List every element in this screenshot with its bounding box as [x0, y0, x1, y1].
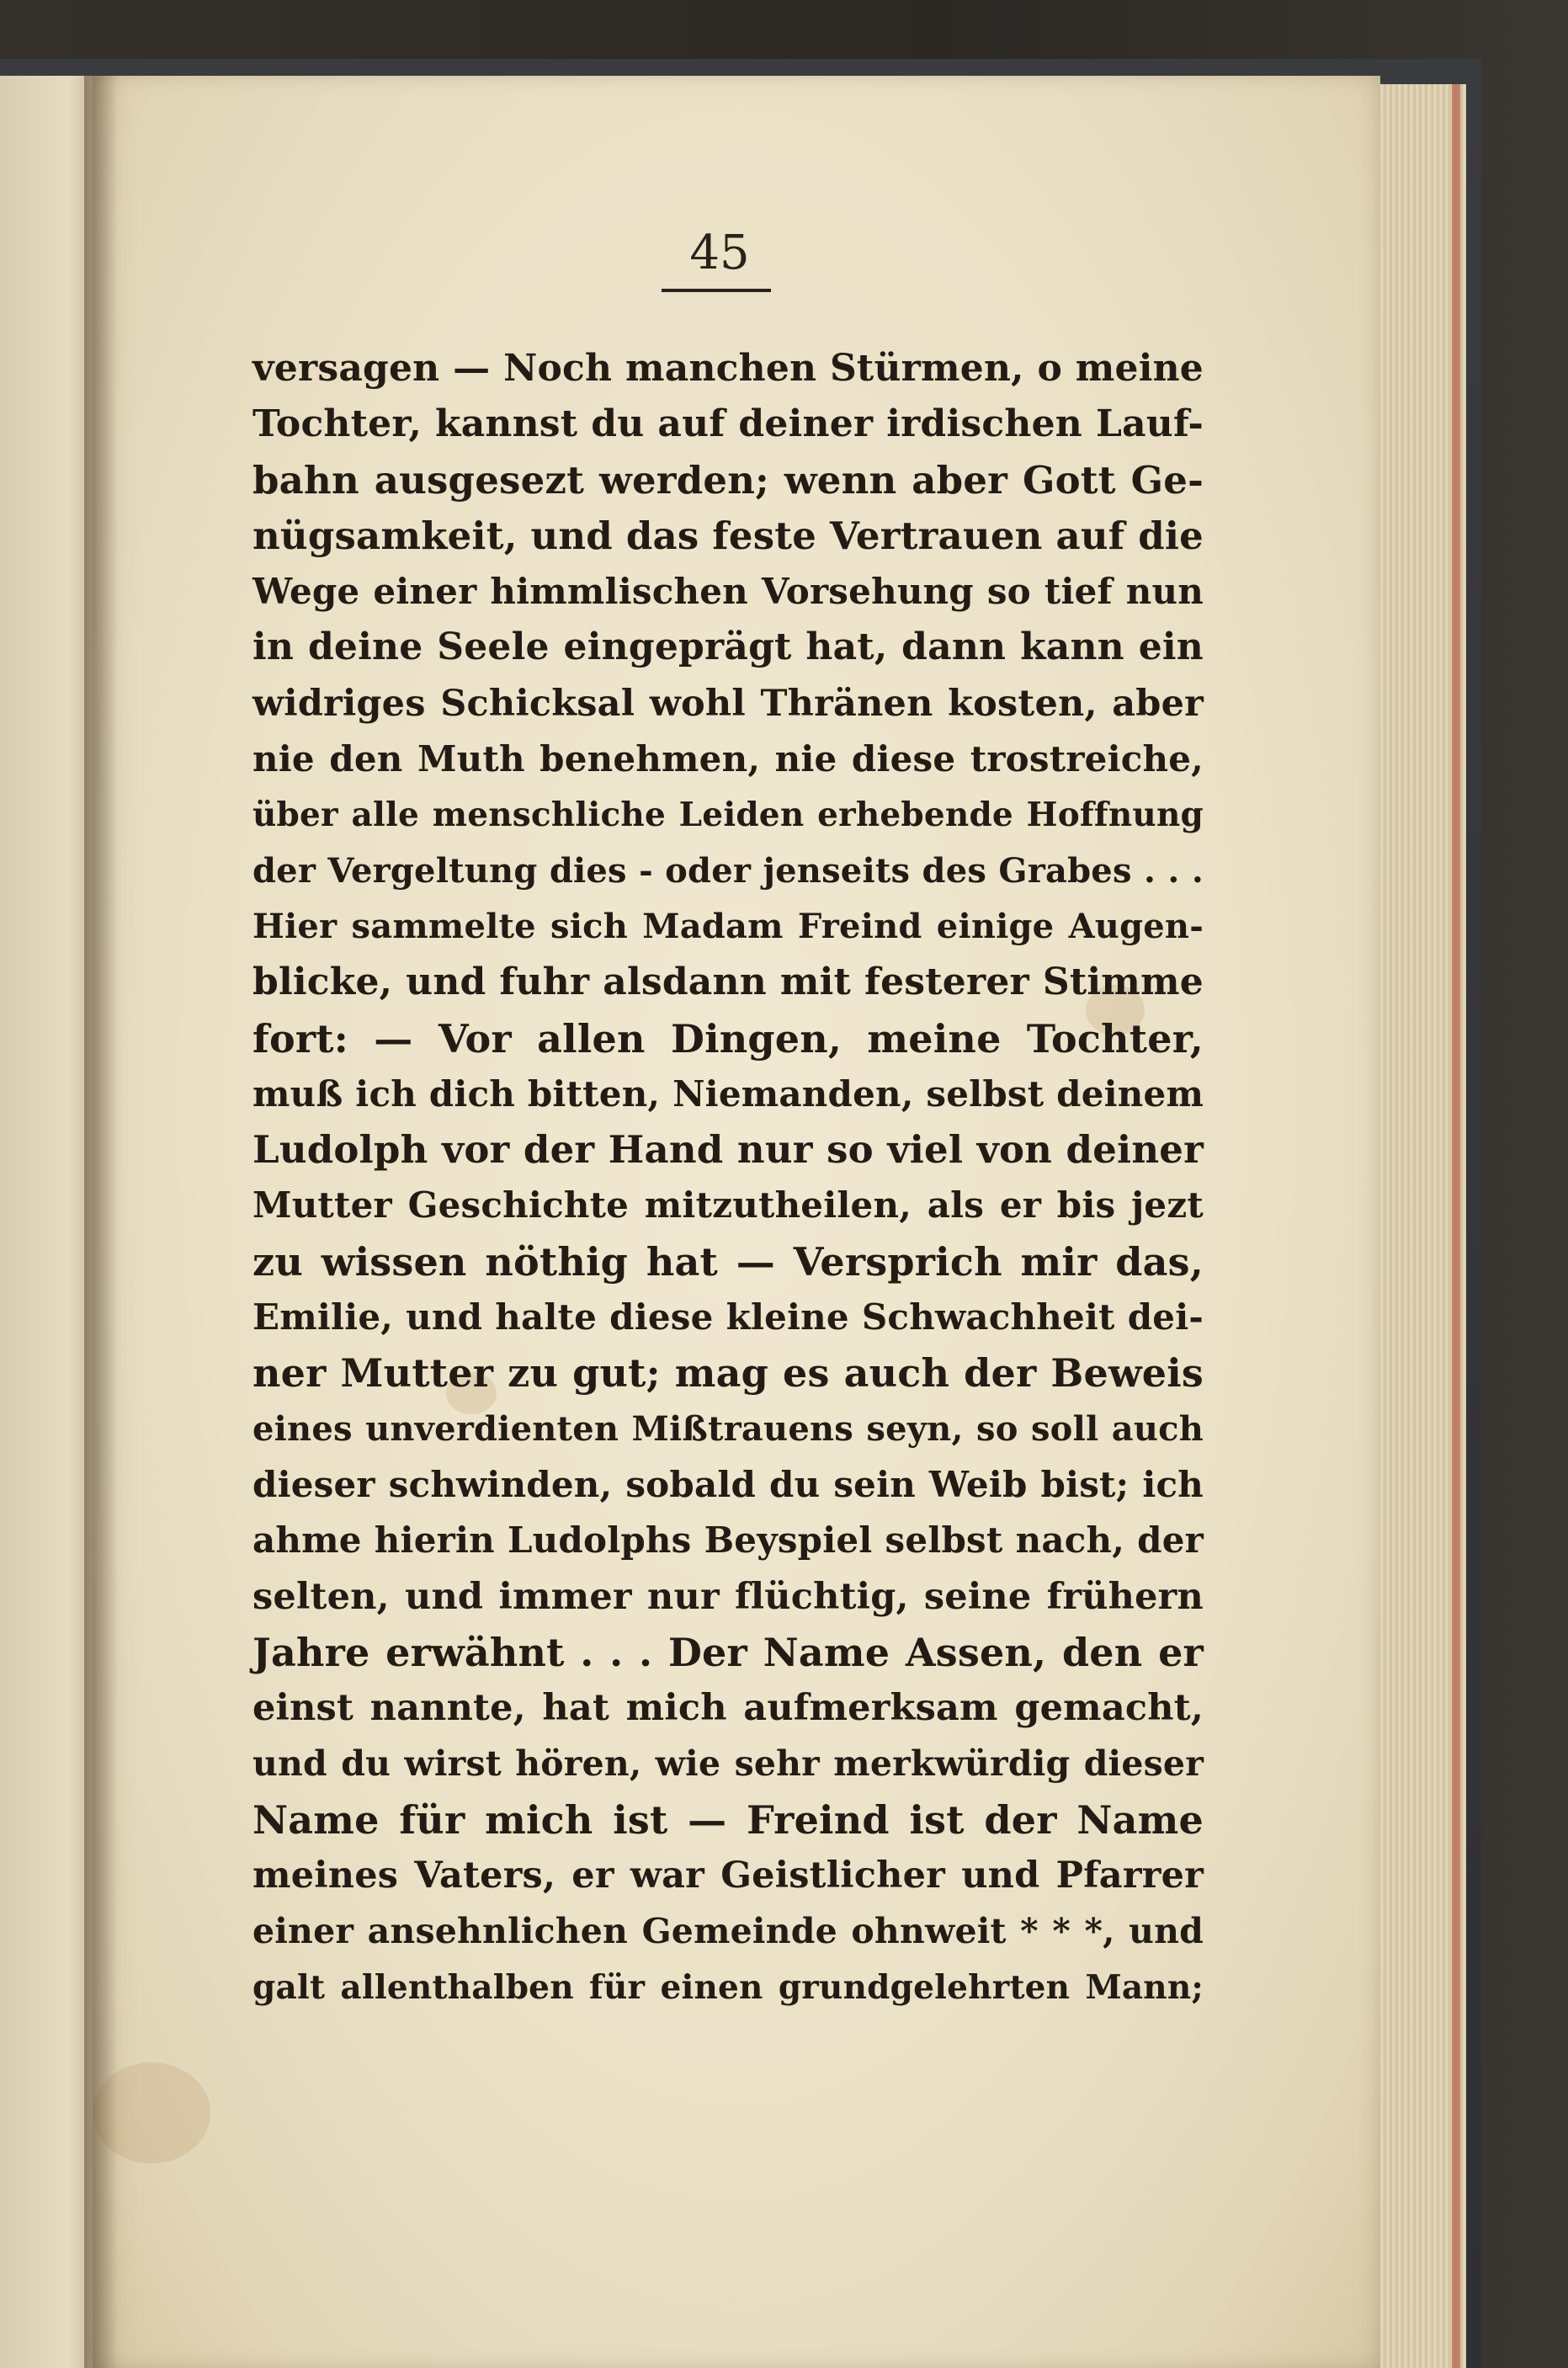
text-line: bahn ausgesezt werden; wenn aber Gott Ge-: [252, 457, 1204, 503]
left-facing-page: [0, 76, 97, 2368]
text-line: zu wissen nöthig hat — Versprich mir das,: [252, 1238, 1204, 1285]
text-line: und du wirst hören, wie sehr merkwürdig dieser: [252, 1743, 1204, 1785]
text-line: fort: — Vor allen Dingen, meine Tochter,: [252, 1015, 1204, 1062]
text-line: einer ansehnlichen Gemeinde ohnweit * * *, und: [252, 1911, 1204, 1952]
text-line: widriges Schicksal wohl Thränen kosten, aber: [252, 682, 1204, 725]
text-line: nie den Muth benehmen, nie diese trostreiche,: [252, 738, 1204, 780]
text-line: über alle menschliche Leiden erhebende Hoffnung: [252, 796, 1204, 835]
text-line: ner Mutter zu gut; mag es auch der Beweis: [252, 1350, 1204, 1397]
text-line: muß ich dich bitten, Niemanden, selbst deinem: [252, 1072, 1204, 1115]
page-number-underline: [662, 289, 771, 292]
gutter-shadow: [84, 76, 118, 2368]
text-line: Jahre erwähnt . . . Der Name Assen, den er: [252, 1629, 1204, 1675]
text-line: Wege einer himmlischen Vorsehung so tief nun: [252, 571, 1204, 613]
text-line: Ludolph vor der Hand nur so viel von deiner: [252, 1127, 1204, 1173]
text-line: in deine Seele eingeprägt hat, dann kann ein: [252, 625, 1204, 669]
red-edge-stain: [1452, 84, 1460, 2368]
text-line: Name für mich ist — Freind ist der Name: [252, 1796, 1204, 1843]
text-line: versagen — Noch manchen Stürmen, o meine: [252, 347, 1204, 390]
text-line: nügsamkeit, und das feste Vertrauen auf die: [252, 513, 1204, 558]
text-line: galt allenthalben für einen grundgelehrten Mann;: [252, 1967, 1204, 2007]
text-line: selten, und immer nur flüchtig, seine frühern: [252, 1575, 1204, 1618]
text-line: Tochter, kannst du auf deiner irdischen Lauf-: [252, 402, 1204, 446]
text-line: ahme hierin Ludolphs Beyspiel selbst nach, der: [252, 1519, 1204, 1562]
text-line: Emilie, und halte diese kleine Schwachheit dei-: [252, 1296, 1204, 1338]
body-text: [252, 341, 1204, 2015]
text-line: dieser schwinden, sobald du sein Weib bist; ich: [252, 1463, 1204, 1505]
text-line: Mutter Geschichte mitzutheilen, als er bis jezt: [252, 1184, 1204, 1227]
text-line: Hier sammelte sich Madam Freind einige Augen-: [252, 906, 1204, 946]
text-line: blicke, und fuhr alsdann mit festerer Stimme: [252, 961, 1204, 1004]
text-line: der Vergeltung dies - oder jenseits des Grabes . . .: [252, 850, 1204, 891]
text-line: meines Vaters, er war Geistlicher und Pfarrer: [252, 1854, 1204, 1897]
page-number: 45: [689, 226, 750, 280]
text-line: eines unverdienten Mißtrauens seyn, so soll auch: [252, 1408, 1204, 1449]
text-line: einst nannte, hat mich aufmerksam gemacht,: [252, 1687, 1204, 1730]
